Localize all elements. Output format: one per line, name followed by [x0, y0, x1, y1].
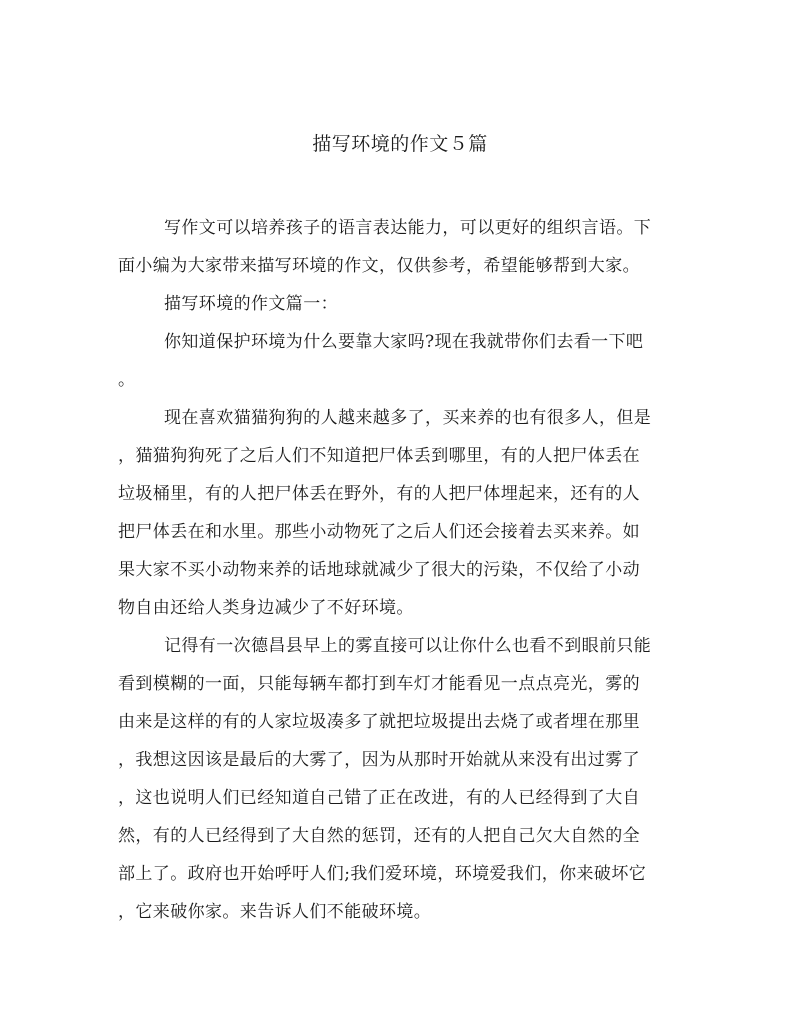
document-body [118, 209, 678, 931]
text-line: 部上了。政府也开始呼吁人们;我们爱环境，环境爱我们，你来破坏它 [118, 864, 647, 884]
text-line: 由来是这样的有的人家垃圾凑多了就把垃圾提出去烧了或者埋在那里 [118, 712, 640, 732]
text-line: ，这也说明人们已经知道自己错了正在改进，有的人已经得到了大自 [118, 788, 640, 808]
text-line: 把尸体丢在和水里。那些小动物死了之后人们还会接着去买来养。如 [118, 522, 640, 542]
text-line: 物自由还给人类身边减少了不好环境。 [118, 598, 414, 618]
document-title: 描写环境的作文５篇 [312, 133, 488, 155]
text-line: 果大家不买小动物来养的话地球就减少了很大的污染，不仅给了小动 [118, 560, 640, 580]
text-line: 面小编为大家带来描写环境的作文，仅供参考，希望能够帮到大家。 [118, 256, 640, 276]
text-line: 垃圾桶里，有的人把尸体丢在野外，有的人把尸体埋起来，还有的人 [118, 484, 640, 504]
text-line: 记得有一次德昌县早上的雾直接可以让你什么也看不到眼前只能 [164, 636, 652, 656]
text-line: ，我想这因该是最后的大雾了，因为从那时开始就从来没有出过雾了 [118, 750, 640, 770]
text-line: 然，有的人已经得到了大自然的惩罚，还有的人把自己欠大自然的全 [118, 826, 640, 846]
text-line: ，猫猫狗狗死了之后人们不知道把尸体丢到哪里，有的人把尸体丢在 [118, 446, 640, 466]
text-line: 写作文可以培养孩子的语言表达能力，可以更好的组织言语。下 [164, 218, 652, 238]
text-line: 现在喜欢猫猫狗狗的人越来越多了，买来养的也有很多人，但是 [164, 408, 652, 428]
text-line: 看到模糊的一面，只能每辆车都打到车灯才能看见一点点亮光，雾的 [118, 674, 640, 694]
text-line: ，它来破你家。来告诉人们不能破环境。 [118, 902, 432, 922]
section-heading: 描写环境的作文篇一： [164, 294, 338, 314]
text-line: 你知道保护环境为什么要靠大家吗?现在我就带你们去看一下吧 [164, 332, 644, 352]
text-line: 。 [118, 370, 136, 390]
